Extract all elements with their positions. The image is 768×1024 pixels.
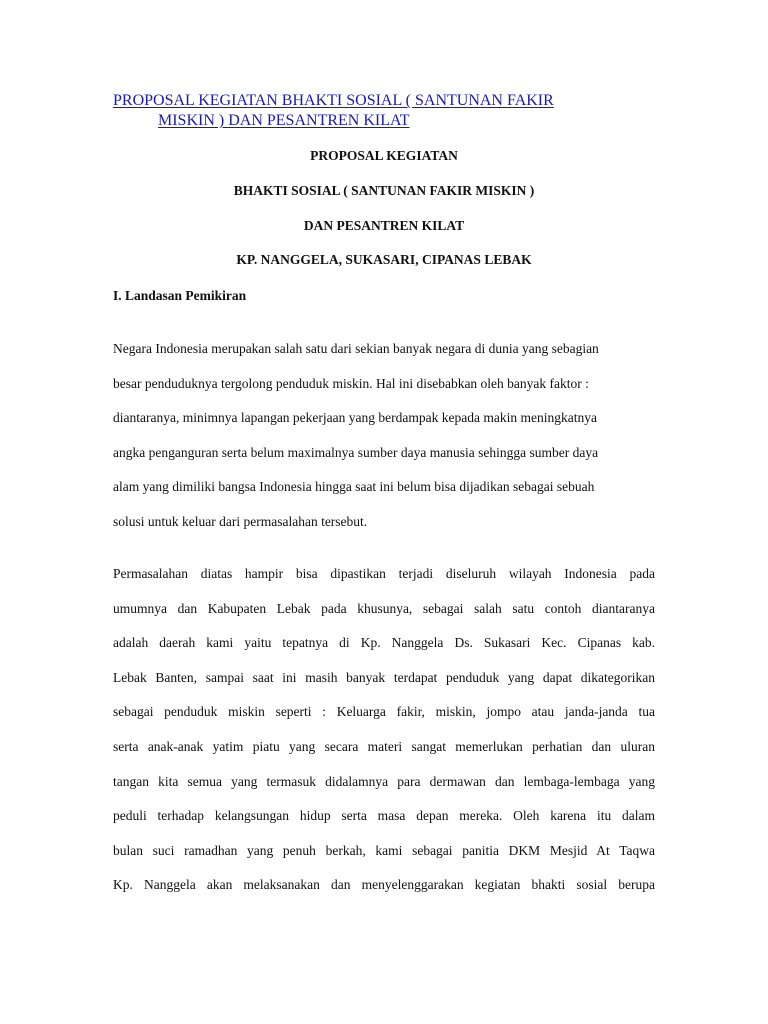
heading-proposal-kegiatan: PROPOSAL KEGIATAN (310, 148, 458, 163)
paragraph-line: sebagai penduduk miskin seperti : Keluarga fakir, miskin, jompo atau janda-janda tua (113, 704, 655, 720)
section-title: I. Landasan Pemikiran (113, 288, 247, 303)
paragraph-line: serta anak-anak yatim piatu yang secara materi sangat memerlukan perhatian dan uluran (113, 738, 655, 754)
paragraph-line: alam yang dimiliki bangsa Indonesia hingga saat ini belum bisa dijadikan sebagai sebuah (113, 479, 595, 495)
paragraph-line: umumnya dan Kabupaten Lebak pada khusunya, sebagai salah satu contoh diantaranya (113, 600, 655, 616)
document-title-link[interactable] (113, 91, 653, 131)
document-title (113, 91, 653, 131)
paragraph-line: peduli terhadap kelangsungan hidup serta masa depan mereka. Oleh karena itu dalam (113, 808, 655, 824)
paragraph-line: Kp. Nanggela akan melaksanakan dan menyelenggarakan kegiatan bhakti sosial berupa (113, 877, 655, 893)
paragraph-1 (113, 340, 655, 548)
paragraph-line: Permasalahan diatas hampir bisa dipastikan terjadi diseluruh wilayah Indonesia pada (113, 566, 655, 581)
paragraph-line: diantaranya, minimnya lapangan pekerjaan yang berdampak kepada makin meningkatnya (113, 410, 597, 426)
paragraph-line: bulan suci ramadhan yang penuh berkah, kami sebagai panitia DKM Mesjid At Taqwa (113, 842, 655, 858)
heading-location: KP. NANGGELA, SUKASARI, CIPANAS LEBAK (236, 252, 532, 267)
paragraph-line: adalah daerah kami yaitu tepatnya di Kp. Nanggela Ds. Sukasari Kec. Cipanas kab. (113, 635, 655, 651)
title-line-2: MISKIN ) DAN PESANTREN KILAT (158, 112, 410, 129)
paragraph-2 (113, 565, 655, 911)
paragraph-line: Negara Indonesia merupakan salah satu dari sekian banyak negara di dunia yang sebagian (113, 341, 599, 356)
paragraph-line: besar penduduknya tergolong penduduk miskin. Hal ini disebabkan oleh banyak faktor : (113, 375, 589, 391)
paragraph-line: Lebak Banten, sampai saat ini masih banyak terdapat penduduk yang dapat dikategorikan (113, 669, 655, 685)
heading-pesantren-kilat: DAN PESANTREN KILAT (303, 218, 465, 233)
heading-bhakti-sosial: BHAKTI SOSIAL ( SANTUNAN FAKIR MISKIN ) (233, 183, 535, 198)
paragraph-line: angka penganguran serta belum maximalnya sumber daya manusia sehingga sumber daya (113, 444, 599, 460)
paragraph-line: solusi untuk keluar dari permasalahan tersebut. (113, 513, 368, 529)
title-line-1: PROPOSAL KEGIATAN BHAKTI SOSIAL ( SANTUNAN FAKIR (113, 92, 554, 109)
paragraph-line: tangan kita semua yang termasuk didalamnya para dermawan dan lembaga-lembaga yang (113, 773, 655, 789)
